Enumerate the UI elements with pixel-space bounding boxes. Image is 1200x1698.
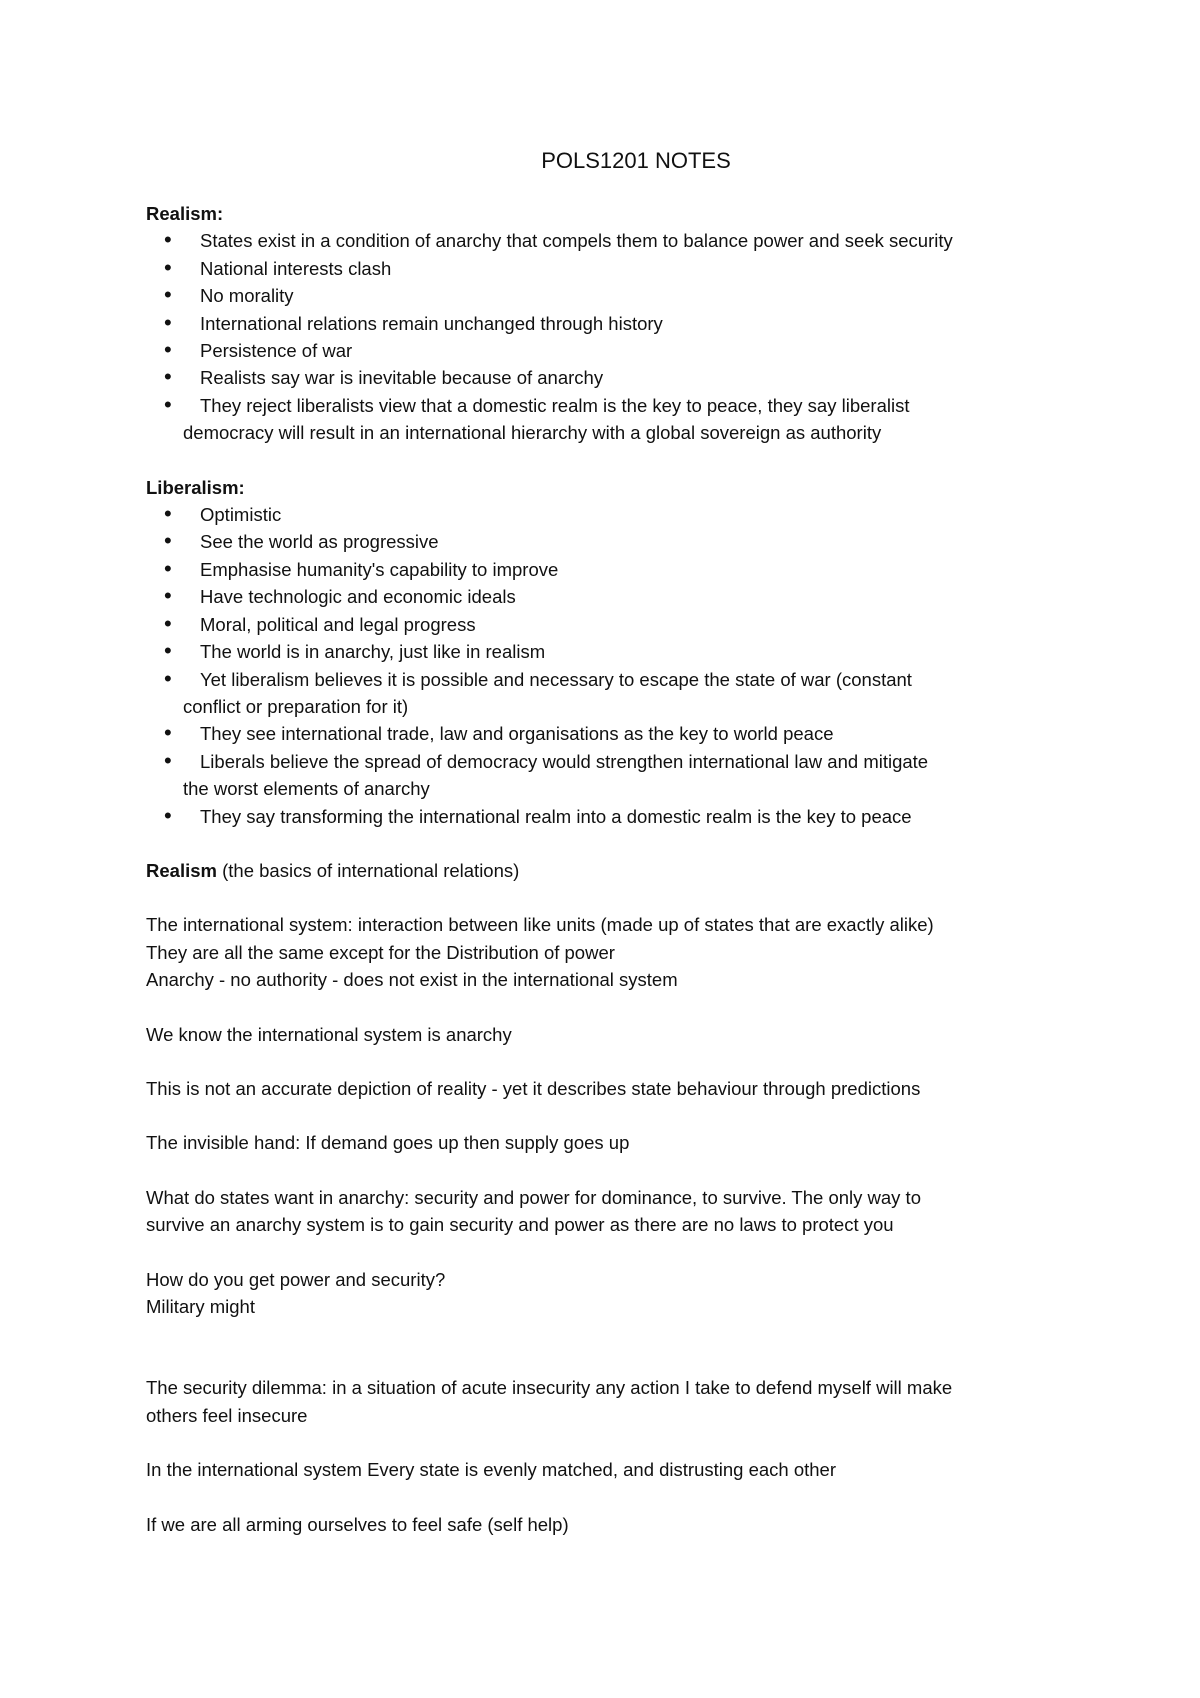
paragraph-international-system: The international system: interaction between like units (made up of states that are exactly alike) They are all the same except for the Distribution of power Anarchy - no authority - does not exist in the international system bbox=[146, 914, 934, 991]
paragraph-security-dilemma: The security dilemma: in a situation of acute insecurity any action I take to defend myself will make others feel insecure bbox=[146, 1377, 953, 1426]
paragraph-power-security: How do you get power and security? Military might bbox=[146, 1268, 446, 1317]
list-item: • They reject liberalists view that a domestic realm is the key to peace, they say liberalist democracy will result in an international hierarchy with a global sovereign as authority bbox=[146, 392, 1086, 447]
realism-heading: Realism: bbox=[146, 203, 224, 224]
paragraph-anarchy: We know the international system is anarchy bbox=[146, 1023, 512, 1045]
list-item: • No morality bbox=[146, 282, 1086, 309]
realism-list bbox=[146, 227, 1086, 446]
list-item: • See the world as progressive bbox=[146, 528, 1086, 555]
paragraph-invisible-hand: The invisible hand: If demand goes up then supply goes up bbox=[146, 1132, 630, 1154]
basics-heading: Realism (the basics of international relations) bbox=[146, 859, 520, 881]
list-item: • The world is in anarchy, just like in realism bbox=[146, 638, 1086, 665]
list-item: • Yet liberalism believes it is possible and necessary to escape the state of war (constant conflict or preparation for it) bbox=[146, 666, 1086, 721]
list-item: • Moral, political and legal progress bbox=[146, 611, 1086, 638]
paragraph-states-want: What do states want in anarchy: security and power for dominance, to survive. The only way to survive an anarchy system is to gain security and power as there are no laws to protect you bbox=[146, 1186, 921, 1236]
list-item: • They see international trade, law and organisations as the key to world peace bbox=[146, 720, 1086, 747]
paragraph-depiction: This is not an accurate depiction of reality - yet it describes state behaviour through predictions bbox=[146, 1077, 921, 1099]
list-item: • Emphasise humanity's capability to improve bbox=[146, 556, 1086, 583]
list-item: • Realists say war is inevitable because of anarchy bbox=[146, 364, 1086, 391]
list-item: • States exist in a condition of anarchy that compels them to balance power and seek security bbox=[146, 227, 1086, 254]
list-item: • National interests clash bbox=[146, 255, 1086, 282]
document-body bbox=[146, 146, 1086, 1538]
list-item: • International relations remain unchanged through history bbox=[146, 310, 1086, 337]
liberalism-heading: Liberalism: bbox=[146, 476, 245, 498]
list-item: • Optimistic bbox=[146, 501, 1086, 528]
list-item: • They say transforming the international realm into a domestic realm is the key to peace bbox=[146, 803, 1086, 830]
paragraph-self-help: If we are all arming ourselves to feel safe (self help) bbox=[146, 1513, 569, 1535]
liberalism-list bbox=[146, 501, 1086, 830]
page-title: POLS1201 NOTES bbox=[541, 148, 731, 173]
paragraph-evenly-matched: In the international system Every state is evenly matched, and distrusting each other bbox=[146, 1459, 837, 1481]
list-item: • Liberals believe the spread of democracy would strengthen international law and mitigate the worst elements of anarchy bbox=[146, 748, 1086, 803]
list-item: • Have technologic and economic ideals bbox=[146, 583, 1086, 610]
list-item: • Persistence of war bbox=[146, 337, 1086, 364]
